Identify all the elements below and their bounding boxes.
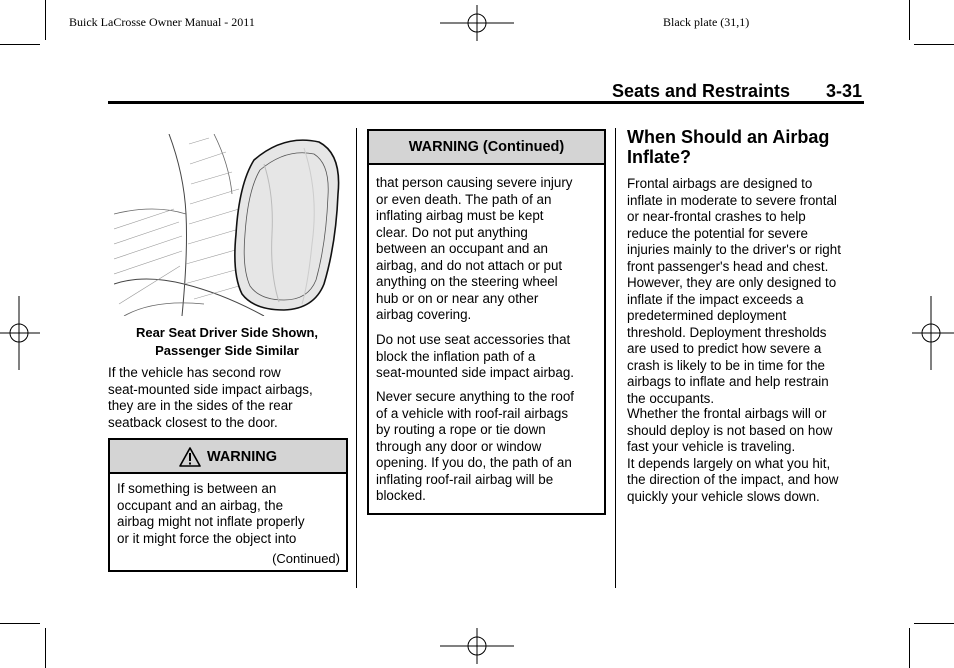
warning-paragraph (376, 332, 600, 382)
text-line: that person causing severe injury (376, 175, 573, 190)
text-line: However, they are only designed to (627, 275, 837, 290)
text-line: by routing a rope or tie down (376, 422, 546, 437)
warning-body (117, 481, 343, 547)
text-line: or it might force the object into (117, 530, 297, 546)
text-line: airbag, and do not attach or put (376, 257, 563, 273)
warning-continued-box (367, 129, 606, 515)
text-line: Never secure anything to the roof (376, 389, 574, 404)
crosshair-icon (0, 296, 40, 370)
text-line: occupant and an airbag, the (117, 497, 284, 513)
text-line: they are in the sides of the rear (108, 398, 293, 413)
page-number: 3-31 (826, 81, 863, 101)
text-line: airbags to inflate and help restrain (627, 374, 829, 389)
text-line: If something is between an (117, 481, 277, 496)
text-line: hub or on or near any other (376, 290, 539, 306)
text-line: It depends largely on what you hit, (627, 455, 831, 471)
text-line: through any door or window (376, 438, 542, 454)
text-line: Frontal airbags are designed to (627, 176, 813, 191)
warning-paragraph (376, 389, 600, 505)
heading-line: When Should an Airbag (627, 127, 830, 147)
text-line: should deploy is not based on how (627, 422, 833, 438)
text-line: quickly your vehicle slows down. (627, 488, 820, 504)
text-line: airbag might not inflate properly (117, 514, 305, 529)
text-line: inflating roof-rail airbag will be (376, 471, 554, 487)
text-line: anything on the steering wheel (376, 274, 558, 289)
text-line: crash is likely to be in time for the (627, 357, 825, 373)
caption-line: Rear Seat Driver Side Shown, (135, 325, 319, 340)
text-line: threshold. Deployment thresholds (627, 324, 827, 340)
text-line: opening. If you do, the path of an (376, 455, 572, 470)
text-line: are used to predict how severe a (627, 341, 822, 356)
text-line: of a vehicle with roof-rail airbags (376, 405, 569, 421)
text-line: seatback closest to the door. (108, 414, 278, 430)
crosshair-icon (440, 628, 514, 664)
column-divider (615, 128, 616, 588)
crosshair-icon (912, 296, 954, 370)
text-line: airbag covering. (376, 307, 472, 322)
text-line: or near-frontal crashes to help (627, 209, 806, 224)
warning-box (108, 438, 348, 572)
plate-label: Black plate (31,1) (663, 15, 750, 29)
text-line: the occupants. (627, 390, 715, 406)
warning-title: WARNING (206, 449, 278, 465)
text-line: fast your vehicle is traveling. (627, 439, 796, 454)
figure-caption (108, 324, 346, 360)
airbag-paragraph (627, 176, 867, 407)
text-line: Do not use seat accessories that (376, 332, 571, 347)
text-line: block the inflation path of a (376, 348, 536, 364)
text-line: front passenger's head and chest. (627, 258, 829, 274)
intro-paragraph (108, 365, 348, 431)
text-line: seat-mounted side impact airbag. (376, 365, 574, 380)
text-line: Whether the frontal airbags will or (627, 406, 827, 421)
text-line: injuries mainly to the driver's or right (627, 242, 841, 257)
text-line: the direction of the impact, and how (627, 472, 839, 487)
warning-continued-heading: WARNING (Continued) (369, 131, 604, 165)
warning-heading (110, 440, 346, 474)
text-line: blocked. (376, 488, 426, 503)
text-line: predetermined deployment (627, 308, 787, 323)
section-title: Seats and Restraints (612, 81, 791, 101)
section-heading (627, 127, 867, 167)
text-line: clear. Do not put anything (376, 224, 528, 240)
continued-label: (Continued) (272, 551, 340, 566)
airbag-paragraph (627, 406, 867, 505)
header-rule (108, 101, 864, 104)
column-divider (356, 128, 357, 588)
text-line: inflating airbag must be kept (376, 208, 544, 223)
text-line: inflate in moderate to severe frontal (627, 192, 837, 208)
crosshair-icon (440, 5, 514, 41)
text-line: inflate if the impact exceeds a (627, 291, 804, 307)
caption-line: Passenger Side Similar (155, 343, 299, 358)
warning-triangle-icon (179, 447, 201, 467)
text-line: between an occupant and an (376, 241, 548, 256)
heading-line: Inflate? (627, 147, 692, 167)
text-line: seat-mounted side impact airbags, (108, 381, 313, 397)
seat-airbag-illustration (114, 134, 342, 316)
text-line: If the vehicle has second row (108, 365, 281, 380)
warning-paragraph (376, 175, 600, 324)
manual-title: Buick LaCrosse Owner Manual - 2011 (69, 15, 255, 29)
text-line: or even death. The path of an (376, 191, 552, 207)
text-line: reduce the potential for severe (627, 225, 808, 241)
